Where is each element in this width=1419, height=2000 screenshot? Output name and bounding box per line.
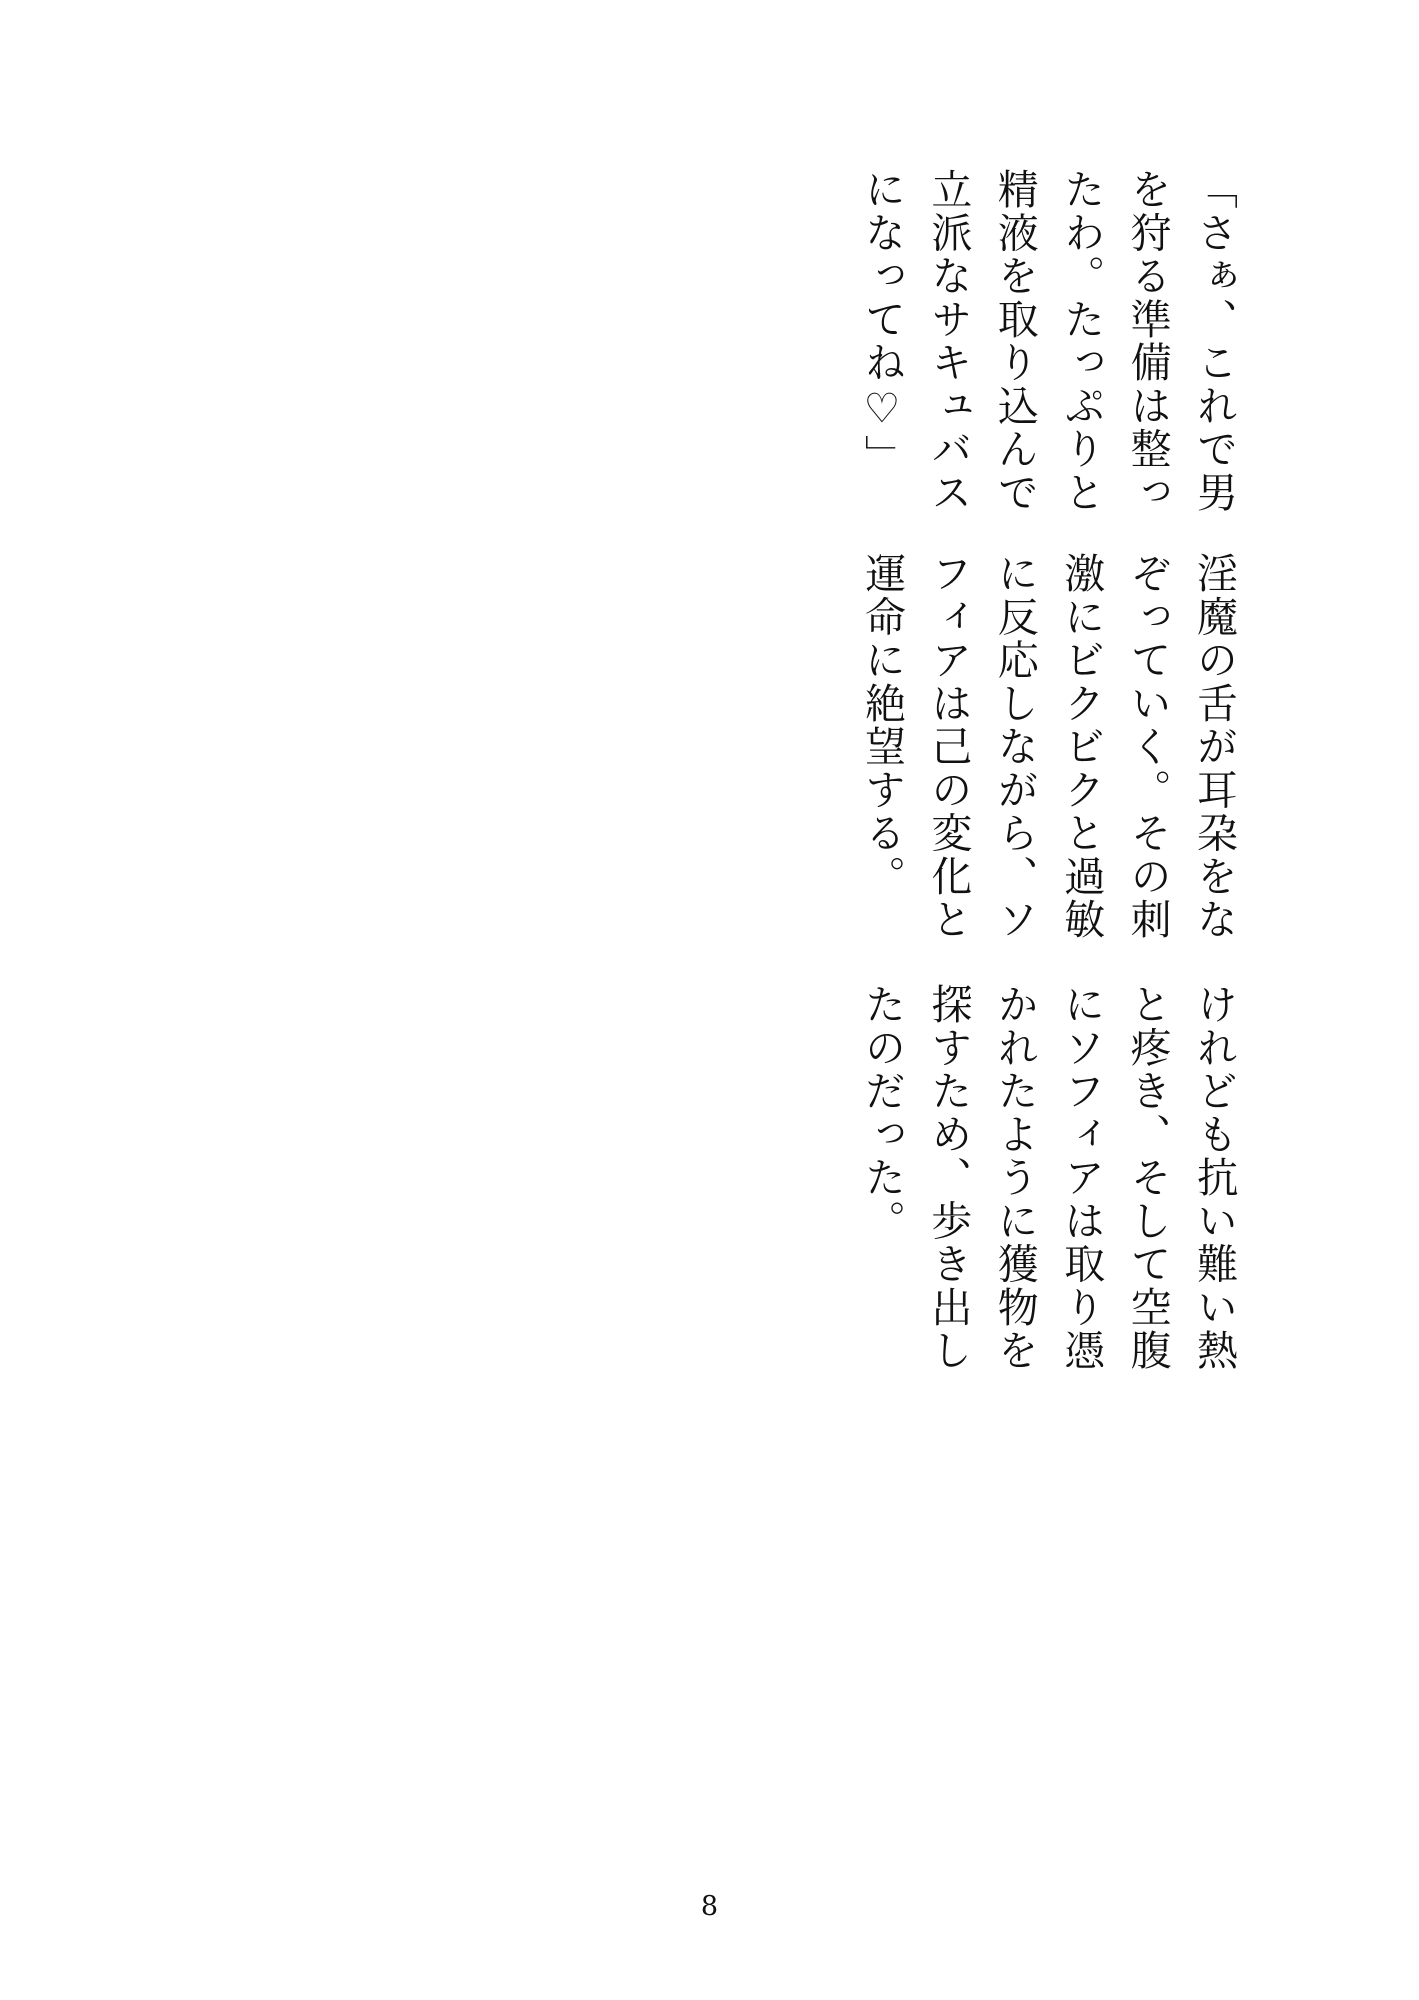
page-number: 8 (700, 1891, 719, 1922)
paragraph-3: けれども抗い難い熱と疼き、そして空腹にソフィアは取り憑かれたように獲物を探すため、歩き出したのだった。 (857, 983, 1238, 1373)
paragraph-2: 淫魔の舌が耳朶をなぞっていく。その刺激にビクビクと過敏に反応しながら、ソフィアは己の変化と運命に絶望する。 (857, 551, 1238, 942)
paragraph-1: 「さぁ、これで男を狩る準備は整ったわ。たっぷりと精液を取り込んで立派なサキュバスになってね♡」 (857, 168, 1238, 515)
body-text-block (849, 168, 1247, 1398)
